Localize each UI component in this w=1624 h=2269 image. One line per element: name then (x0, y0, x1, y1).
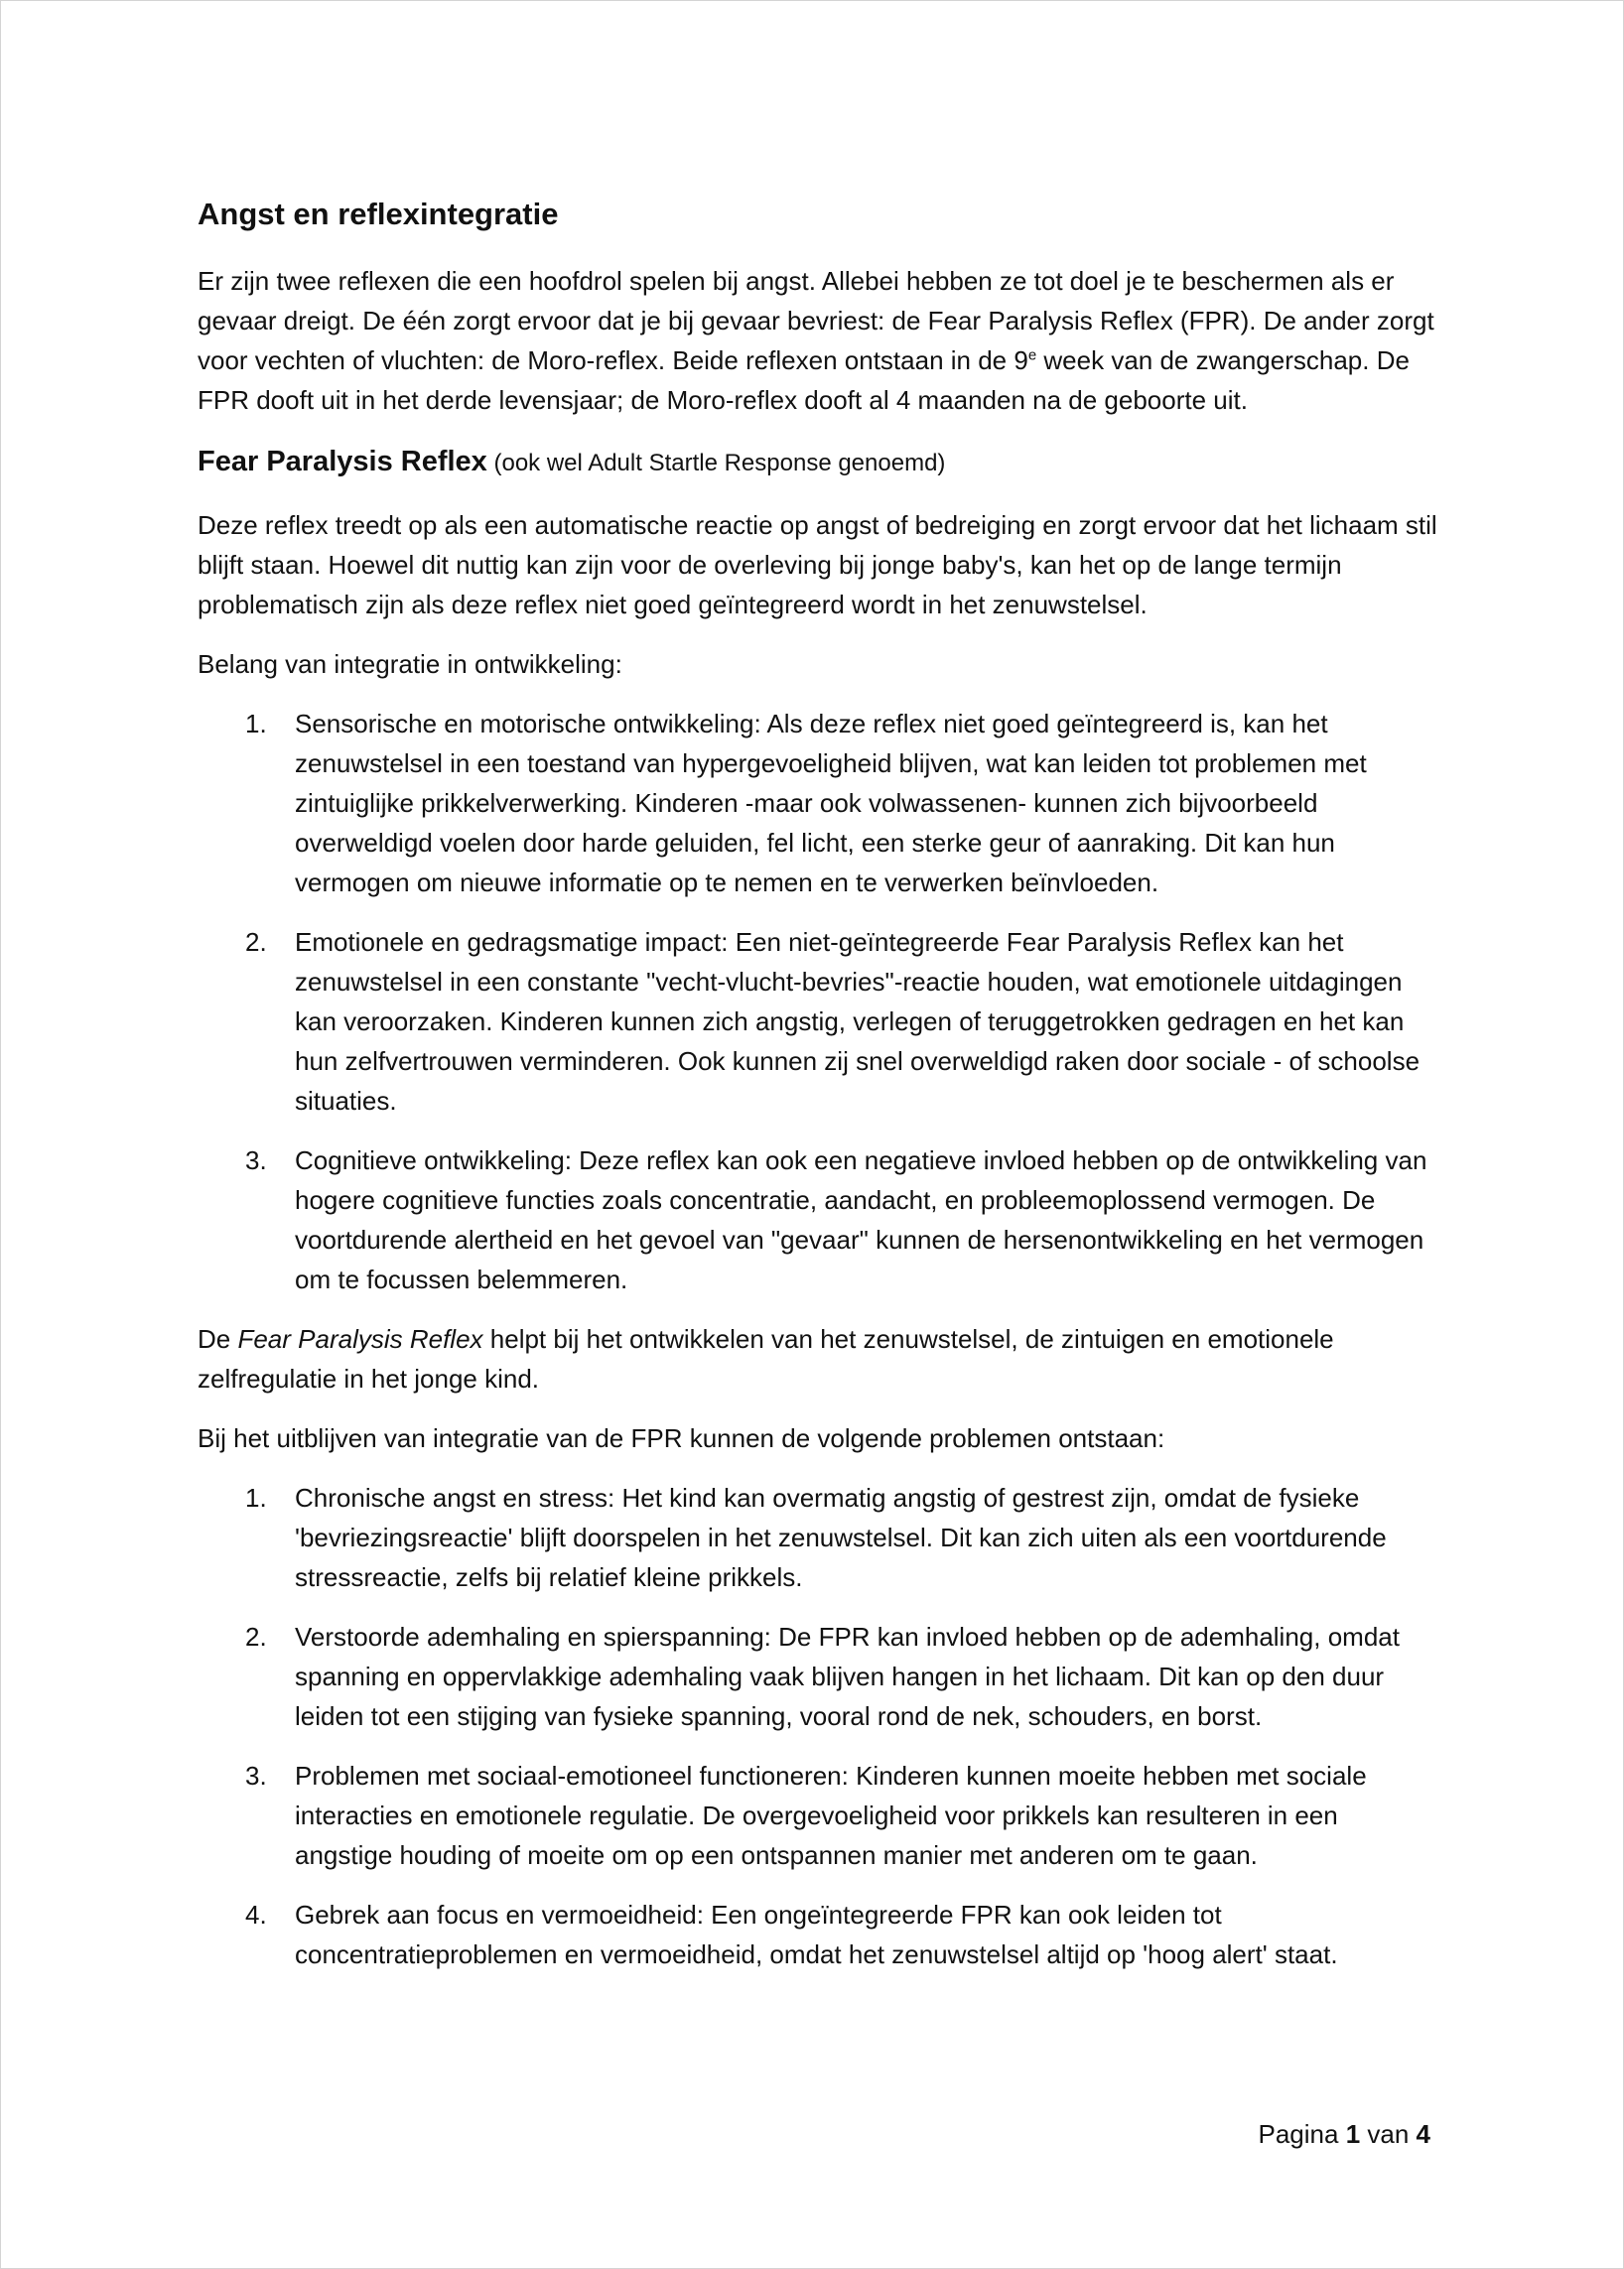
list-item-text: Sensorische en motorische ontwikkeling: Als deze reflex niet goed geïntegreerd is, kan het zenuwstelsel in een toestand van hypergevoeligheid blijven, wat kan leiden tot problemen met zintuiglijke prikkelverwerking. Kinderen -maar ook volwassenen- kunnen zich bijvoorbeeld overweldigd voelen door harde geluiden, fel licht, een sterke geur of aanraking. Dit kan hun vermogen om nieuwe informatie op te nemen en te verwerken beïnvloeden. (295, 709, 1367, 897)
list-item (198, 704, 1438, 902)
list-item-number: 3. (245, 1761, 267, 1791)
list-item (198, 922, 1438, 1121)
footer-separator: van (1360, 2119, 1417, 2149)
intro-paragraph (198, 261, 1438, 420)
fpr-helps-prefix: De (198, 1324, 238, 1354)
list-item-text: Problemen met sociaal-emotioneel functioneren: Kinderen kunnen moeite hebben met sociale interacties en emotionele regulatie. De overgevoeligheid voor prikkels kan resulteren in een angstige houding of moeite om op een ontspannen manier met anderen om te gaan. (295, 1761, 1367, 1870)
importance-intro: Belang van integratie in ontwikkeling: (198, 649, 622, 679)
page-number-footer (1093, 2114, 1430, 2154)
footer-label: Pagina (1258, 2119, 1346, 2149)
list-item-text: Gebrek aan focus en vermoeidheid: Een ongeïntegreerde FPR kan ook leiden tot concentratieproblemen en vermoeidheid, omdat het zenuwstelsel altijd op 'hoog alert' staat. (295, 1900, 1338, 1969)
list-item-number: 2. (245, 1622, 267, 1652)
problems-intro: Bij het uitblijven van integratie van de FPR kunnen de volgende problemen ontstaan: (198, 1423, 1165, 1453)
list-item (198, 1478, 1438, 1597)
list-item (198, 1617, 1438, 1736)
importance-list (198, 704, 1438, 1299)
footer-total-pages: 4 (1416, 2119, 1430, 2149)
list-item-text: Verstoorde ademhaling en spierspanning: De FPR kan invloed hebben op de ademhaling, omdat spanning en oppervlakkige ademhaling vaak blijven hangen in het lichaam. Dit kan op den duur leiden tot een stijging van fysieke spanning, vooral rond de nek, schouders, en borst. (295, 1622, 1400, 1731)
list-item-text: Emotionele en gedragsmatige impact: Een niet-geïntegreerde Fear Paralysis Reflex kan het zenuwstelsel in een constante "vecht-vlucht-bevries"-reactie houden, wat emotionele uitdagingen kan veroorzaken. Kinderen kunnen zich angstig, verlegen of teruggetrokken gedragen en het kan hun zelfvertrouwen verminderen. Ook kunnen zij snel overweldigd raken door sociale - of schoolse situaties. (295, 927, 1421, 1116)
list-item (198, 1756, 1438, 1875)
page-content (198, 190, 1438, 1994)
list-item-number: 1. (245, 709, 267, 738)
fpr-heading-note: (ook wel Adult Startle Response genoemd) (486, 450, 946, 476)
fpr-helps-paragraph (198, 1319, 1438, 1399)
list-item-number: 2. (245, 927, 267, 957)
fpr-helps-suffix: helpt bij het ontwikkelen van het zenuwstelsel, de zintuigen en emotionele zelfregulatie in het jonge kind. (198, 1324, 1334, 1394)
intro-text-part1: Er zijn twee reflexen die een hoofdrol spelen bij angst. Allebei hebben ze tot doel je te beschermen als er gevaar dreigt. De één zorgt ervoor dat je bij gevaar bevriest: de Fear Paralysis Reflex (FPR). De ander zorgt voor vechten of vluchten: de Moro-reflex. Beide reflexen ontstaan in de 9 (198, 266, 1434, 375)
fpr-heading (198, 440, 1438, 485)
footer-current-page: 1 (1345, 2119, 1361, 2149)
list-item-number: 3. (245, 1145, 267, 1175)
list-item-text: Chronische angst en stress: Het kind kan overmatig angstig of gestrest zijn, omdat de fysieke 'bevriezingsreactie' blijft doorspelen in het zenuwstelsel. Dit kan zich uiten als een voortdurende stressreactie, zelfs bij relatief kleine prikkels. (295, 1483, 1387, 1592)
problems-list (198, 1478, 1438, 1974)
list-item-text: Cognitieve ontwikkeling: Deze reflex kan ook een negatieve invloed hebben op de ontwikkeling van hogere cognitieve functies zoals concentratie, aandacht, en probleemoplossend vermogen. De voortdurende alertheid en het gevoel van "gevaar" kunnen de hersenontwikkeling en het vermogen om te focussen belemmeren. (295, 1145, 1427, 1294)
list-item (198, 1895, 1438, 1974)
list-item (198, 1140, 1438, 1299)
intro-text-part2: week van de zwangerschap. De FPR dooft uit in het derde levensjaar; de Moro-reflex dooft al 4 maanden na de geboorte uit. (198, 345, 1410, 415)
list-item-number: 4. (245, 1900, 267, 1930)
fpr-heading-title: Fear Paralysis Reflex (198, 446, 487, 477)
intro-superscript: e (1027, 346, 1037, 364)
fpr-helps-italic: Fear Paralysis Reflex (237, 1324, 483, 1354)
fpr-description: Deze reflex treedt op als een automatische reactie op angst of bedreiging en zorgt ervoor dat het lichaam stil blijft staan. Hoewel dit nuttig kan zijn voor de overleving bij jonge baby's, kan het op de lange termijn problematisch zijn als deze reflex niet goed geïntegreerd wordt in het zenuwstelsel. (198, 510, 1437, 619)
list-item-number: 1. (245, 1483, 267, 1513)
page-title: Angst en reflexintegratie (198, 197, 559, 231)
